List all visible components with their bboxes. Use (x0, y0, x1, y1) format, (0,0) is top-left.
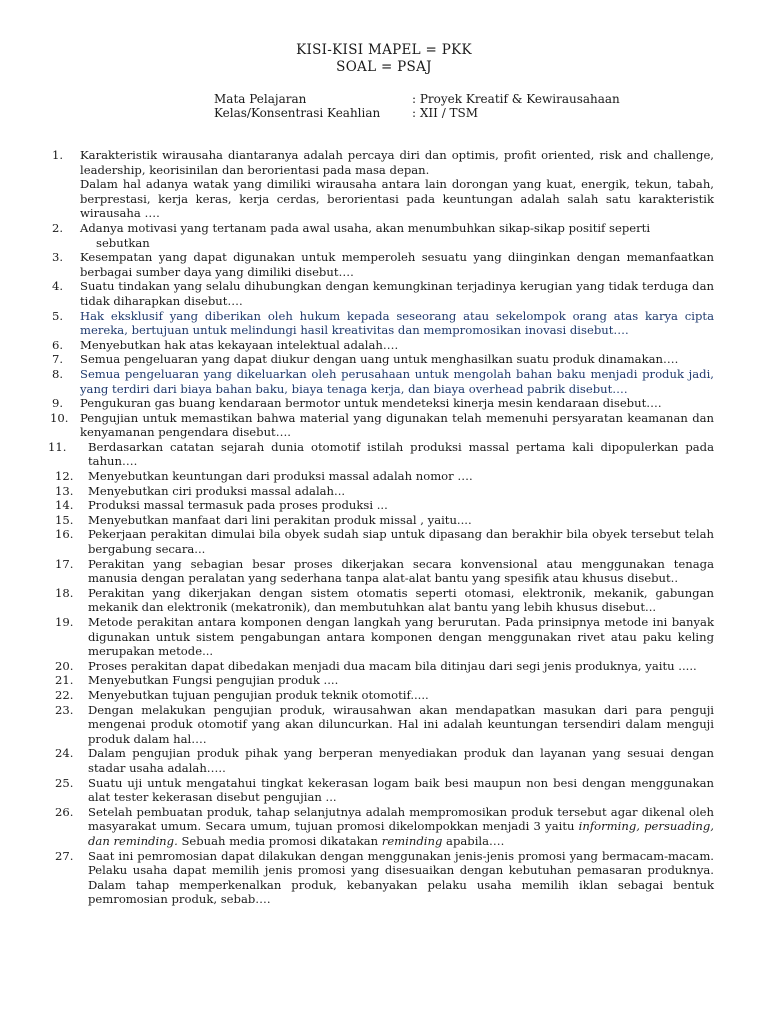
question-item (0, 688, 768, 703)
question-list (0, 148, 768, 907)
question-item (0, 469, 768, 484)
question-number: 24. (55, 746, 74, 761)
question-number: 11. (48, 439, 67, 454)
question-item (0, 659, 768, 674)
question-item (0, 513, 768, 528)
subject-label: Mata Pelajaran (214, 92, 307, 106)
question-item (0, 586, 768, 615)
class-value: : XII / TSM (412, 106, 479, 120)
subject-value: : Proyek Kreatif & Kewirausahaan (412, 92, 620, 106)
question-text: Suatu tindakan yang selalu dihubungkan dengan kemungkinan terjadinya kerugian yang tidak terduga dan tidak diharapkan disebut…. (80, 279, 714, 308)
question-text: Menyebutkan manfaat dari lini perakitan produk missal , yaitu.... (88, 512, 472, 527)
question-number: 7. (52, 352, 64, 367)
question-number: 9. (52, 396, 64, 411)
question-item (0, 805, 768, 849)
question-text-italic: informing, persuading, dan reminding. (88, 819, 714, 848)
question-text: Perakitan yang dikerjakan dengan sistem otomatis seperti otomasi, elektronik, mekanik, gabungan mekanik dan elektronik (mekatronik), dan membutuhkan alat bantu yang lebih khusus disebut... (88, 585, 714, 615)
question-number: 15. (55, 512, 74, 527)
question-item (0, 557, 768, 586)
question-number: 8. (52, 366, 64, 381)
question-text: Semua pengeluaran yang dikeluarkan oleh perusahaan untuk mengolah bahan baku menjadi produk jadi, yang terdiri dari biaya bahan baku, biaya tenaga kerja, dan biaya overhead pabrik disebut…. (80, 366, 714, 396)
question-number: 23. (55, 702, 74, 717)
question-item (0, 440, 768, 469)
question-number: 1. (52, 148, 64, 162)
question-item (0, 338, 768, 353)
question-number: 22. (55, 687, 74, 702)
question-text: Menyebutkan ciri produksi massal adalah... (88, 483, 346, 498)
question-item (0, 221, 768, 250)
question-item (0, 411, 768, 440)
question-number: 21. (55, 673, 74, 688)
question-number: 18. (55, 585, 74, 600)
question-number: 4. (52, 279, 64, 294)
question-text-part: Setelah pembuatan produk, tahap selanjutnya adalah mempromosikan produk tersebut agar dikenal oleh masyarakat umum. Secara umum, tujuan promosi dikelompokkan menjadi 3 yaitu (88, 804, 714, 834)
question-text: Perakitan yang sebagian besar proses dikerjakan secara konvensional atau menggunakan tenaga manusia dengan peralatan yang sederhana tanpa alat-alat bantu yang spesifik atau khusus disebut.. (88, 556, 714, 586)
question-text-part: apabila…. (442, 833, 505, 848)
question-text: Pengukuran gas buang kendaraan bermotor untuk mendeteksi kinerja mesin kendaraan disebut…. (80, 396, 662, 411)
question-number: 27. (55, 848, 74, 863)
question-number: 6. (52, 337, 64, 352)
question-number: 14. (55, 498, 74, 513)
question-item (0, 367, 768, 396)
question-item (0, 309, 768, 338)
question-item (0, 703, 768, 747)
question-item (0, 776, 768, 805)
question-item (0, 279, 768, 308)
question-number: 5. (52, 308, 64, 323)
question-text: Hak eksklusif yang diberikan oleh hukum kepada seseorang atau sekelompok orang atas karya cipta mereka, bertujuan untuk melindungi hasil kreativitas dan mempromosikan inovasi disebut…. (80, 308, 714, 338)
question-number: 17. (55, 556, 74, 571)
question-text: Karakteristik wirausaha diantaranya adalah percaya diri dan optimis, profit oriented, risk and challenge, leadership, keorisinilan dan berorientasi pada masa depan. (80, 148, 714, 177)
question-text: Menyebutkan tujuan pengujian produk teknik otomotif..... (88, 687, 429, 702)
question-text: Adanya motivasi yang tertanam pada awal usaha, akan menumbuhkan sikap-sikap positif seperti (80, 220, 651, 235)
question-text: Kesempatan yang dapat digunakan untuk memperoleh sesuatu yang diinginkan dengan memanfaatkan berbagai sumber daya yang dimiliki disebut…. (80, 250, 714, 279)
question-number: 25. (55, 775, 74, 790)
question-text: Dengan melakukan pengujian produk, wirausahwan akan mendapatkan masukan dari para penguji mengenai produk otomotif yang akan diluncurkan. Hal ini adalah keuntungan tersendiri dalam menguji produk dalam hal…. (88, 702, 714, 746)
question-item (0, 746, 768, 775)
question-text: Menyebutkan keuntungan dari produksi massal adalah nomor …. (88, 469, 473, 484)
question-number: 19. (55, 615, 74, 629)
question-number: 20. (55, 658, 74, 673)
question-text-italic: reminding (381, 833, 443, 848)
question-text-continued: sebutkan (96, 235, 150, 250)
question-item (0, 498, 768, 513)
question-item (0, 615, 768, 659)
question-text: Semua pengeluaran yang dapat diukur dengan uang untuk menghasilkan suatu produk dinamakan…. (80, 352, 679, 367)
question-text: Proses perakitan dapat dibedakan menjadi dua macam bila ditinjau dari segi jenis produknya, yaitu ..... (88, 658, 697, 673)
meta-subject-row (214, 92, 620, 106)
meta-class-row (214, 106, 478, 120)
question-number: 10. (50, 410, 69, 425)
question-item (0, 148, 768, 221)
question-item (0, 484, 768, 499)
question-number: 3. (52, 250, 64, 265)
question-text: Produksi massal termasuk pada proses produksi ... (88, 498, 388, 513)
question-number: 26. (55, 804, 74, 819)
question-number: 16. (55, 527, 74, 542)
question-number: 13. (55, 483, 74, 498)
question-text: Dalam pengujian produk pihak yang berperan menyediakan produk dan layanan yang sesuai dengan stadar usaha adalah….. (88, 746, 714, 775)
question-text-continued: Dalam hal adanya watak yang dimiliki wirausaha antara lain dorongan yang kuat, energik, tekun, tabah, berprestasi, kerja keras, kerja cerdas, berorientasi pada keuntungan adalah salah satu karakteristik wirausaha …. (80, 177, 714, 221)
question-item (0, 396, 768, 411)
question-text: Saat ini pemromosian dapat dilakukan dengan menggunakan jenis-jenis promosi yang bermacam-macam. Pelaku usaha dapat memilih jenis promosi yang disesuaikan dengan kebutuhan pemasaran produknya. Dalam tahap memperkenalkan produk, kebanyakan pelaku usaha memilih iklan sebagai bentuk pemromosian produk, sebab…. (88, 848, 714, 907)
question-text-part: Sebuah media promosi dikatakan (177, 833, 382, 848)
question-number: 12. (55, 469, 74, 484)
question-number: 2. (52, 220, 64, 235)
question-item (0, 849, 768, 907)
question-text: Berdasarkan catatan sejarah dunia otomotif istilah produksi massal pertama kali dipopulerkan pada tahun…. (88, 439, 714, 469)
document-subtitle: SOAL = PSAJ (336, 59, 432, 75)
class-label: Kelas/Konsentrasi Keahlian (214, 106, 381, 120)
question-text: Suatu uji untuk mengatahui tingkat kekerasan logam baik besi maupun non besi dengan menggunakan alat tester kekerasan disebut pengujian ... (88, 775, 714, 805)
question-text: Pengujian untuk memastikan bahwa material yang digunakan telah memenuhi persyaratan keamanan dan kenyamanan pengendara disebut…. (80, 410, 714, 440)
question-text: Menyebutkan Fungsi pengujian produk .... (88, 673, 339, 688)
question-text: Metode perakitan antara komponen dengan langkah yang berurutan. Pada prinsipnya metode ini banyak digunakan untuk sistem pengabungan antara komponen dengan menggunakan rivet atau paku keling merupakan metode... (88, 615, 714, 659)
question-text: Menyebutkan hak atas kekayaan intelektual adalah…. (80, 337, 399, 352)
question-text: Pekerjaan perakitan dimulai bila obyek sudah siap untuk dipasang dan berakhir bila obyek tersebut telah bergabung secara... (88, 527, 714, 557)
document-title: KISI-KISI MAPEL = PKK (296, 42, 472, 58)
question-item (0, 250, 768, 279)
question-item (0, 527, 768, 556)
question-item (0, 673, 768, 688)
question-text (88, 805, 714, 849)
question-item (0, 352, 768, 367)
